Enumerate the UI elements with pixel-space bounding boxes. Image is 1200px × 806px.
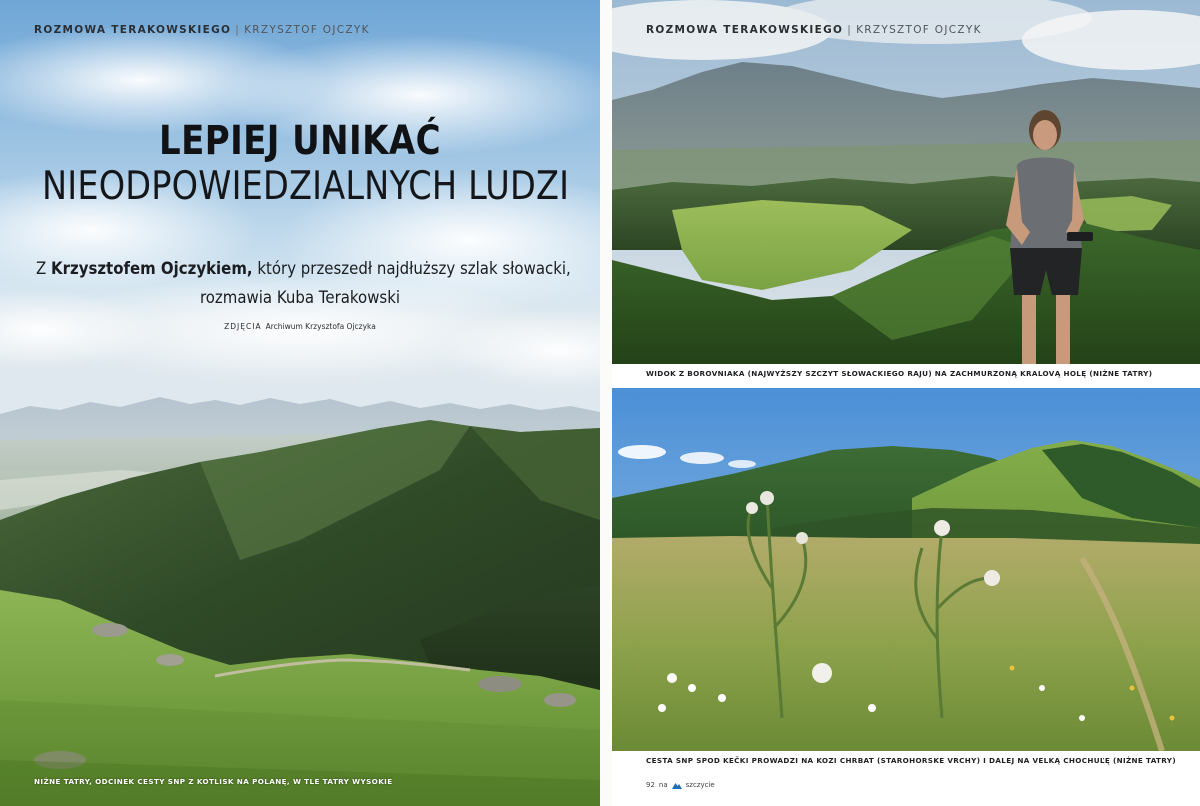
mountain-icon [672, 781, 682, 789]
lead-rest: który przeszedł najdłuższy szlak słowacki, [252, 259, 571, 279]
title-line-2: NIEODPOWIEDZIALNYCH LUDZI [42, 164, 570, 209]
page-number: 92 [646, 781, 655, 789]
lead-line-2: rozmawia Kuba Terakowski [199, 288, 401, 308]
running-head-author: KRZYSZTOF OJCZYK [856, 24, 982, 36]
folio-brand-prefix: na [658, 781, 668, 789]
running-head-section: ROZMOWA TERAKOWSKIEGO [34, 24, 232, 36]
running-head-left [34, 24, 370, 36]
folio-brand-suffix: szczycie [685, 781, 715, 789]
bottom-photo-thistles [612, 388, 1200, 751]
caption-bottom-photo: CESTA SNP SPOD KEČKI PROWADZI NA KOZI CHRBAT (STAROHORSKE VRCHY) I DALEJ NA VELKĄ CHOCHUĽĘ (NIŻNE TATRY) [646, 756, 1176, 765]
running-head-right [646, 24, 982, 36]
caption-top-photo: WIDOK Z BOROVNIAKA (NAJWYŻSZY SZCZYT SŁOWACKIEGO RAJU) NA ZACHMURZONĄ KRALOVĄ HOLĘ (NIŻNE TATRY) [646, 369, 1153, 378]
photo-credit-value: Archiwum Krzysztofa Ojczyka [265, 322, 376, 331]
title-line-1: LEPIEJ UNIKAĆ [158, 118, 442, 164]
article-lead [0, 255, 600, 313]
running-head-section: ROZMOWA TERAKOWSKIEGO [646, 24, 844, 36]
lead-line-1 [36, 255, 571, 284]
top-photo-hiker [612, 0, 1200, 364]
running-head-author: KRZYSZTOF OJCZYK [244, 24, 370, 36]
photo-credit-label: ZDJĘCIA [224, 322, 262, 331]
page-gutter [600, 0, 612, 806]
right-page [612, 0, 1200, 806]
photo-credit [0, 322, 600, 331]
caption-left-photo: NIŻNE TATRY, ODCINEK CESTY SNP Z KOTLISK NA POLANĘ, W TLE TATRY WYSOKIE [34, 777, 393, 786]
lead-interviewee-name: Krzysztofem Ojczykiem, [51, 259, 253, 279]
article-title [0, 118, 600, 209]
folio [646, 781, 715, 789]
running-head-separator: | [847, 24, 853, 36]
running-head-separator: | [235, 24, 241, 36]
lead-prefix: Z [36, 259, 52, 279]
